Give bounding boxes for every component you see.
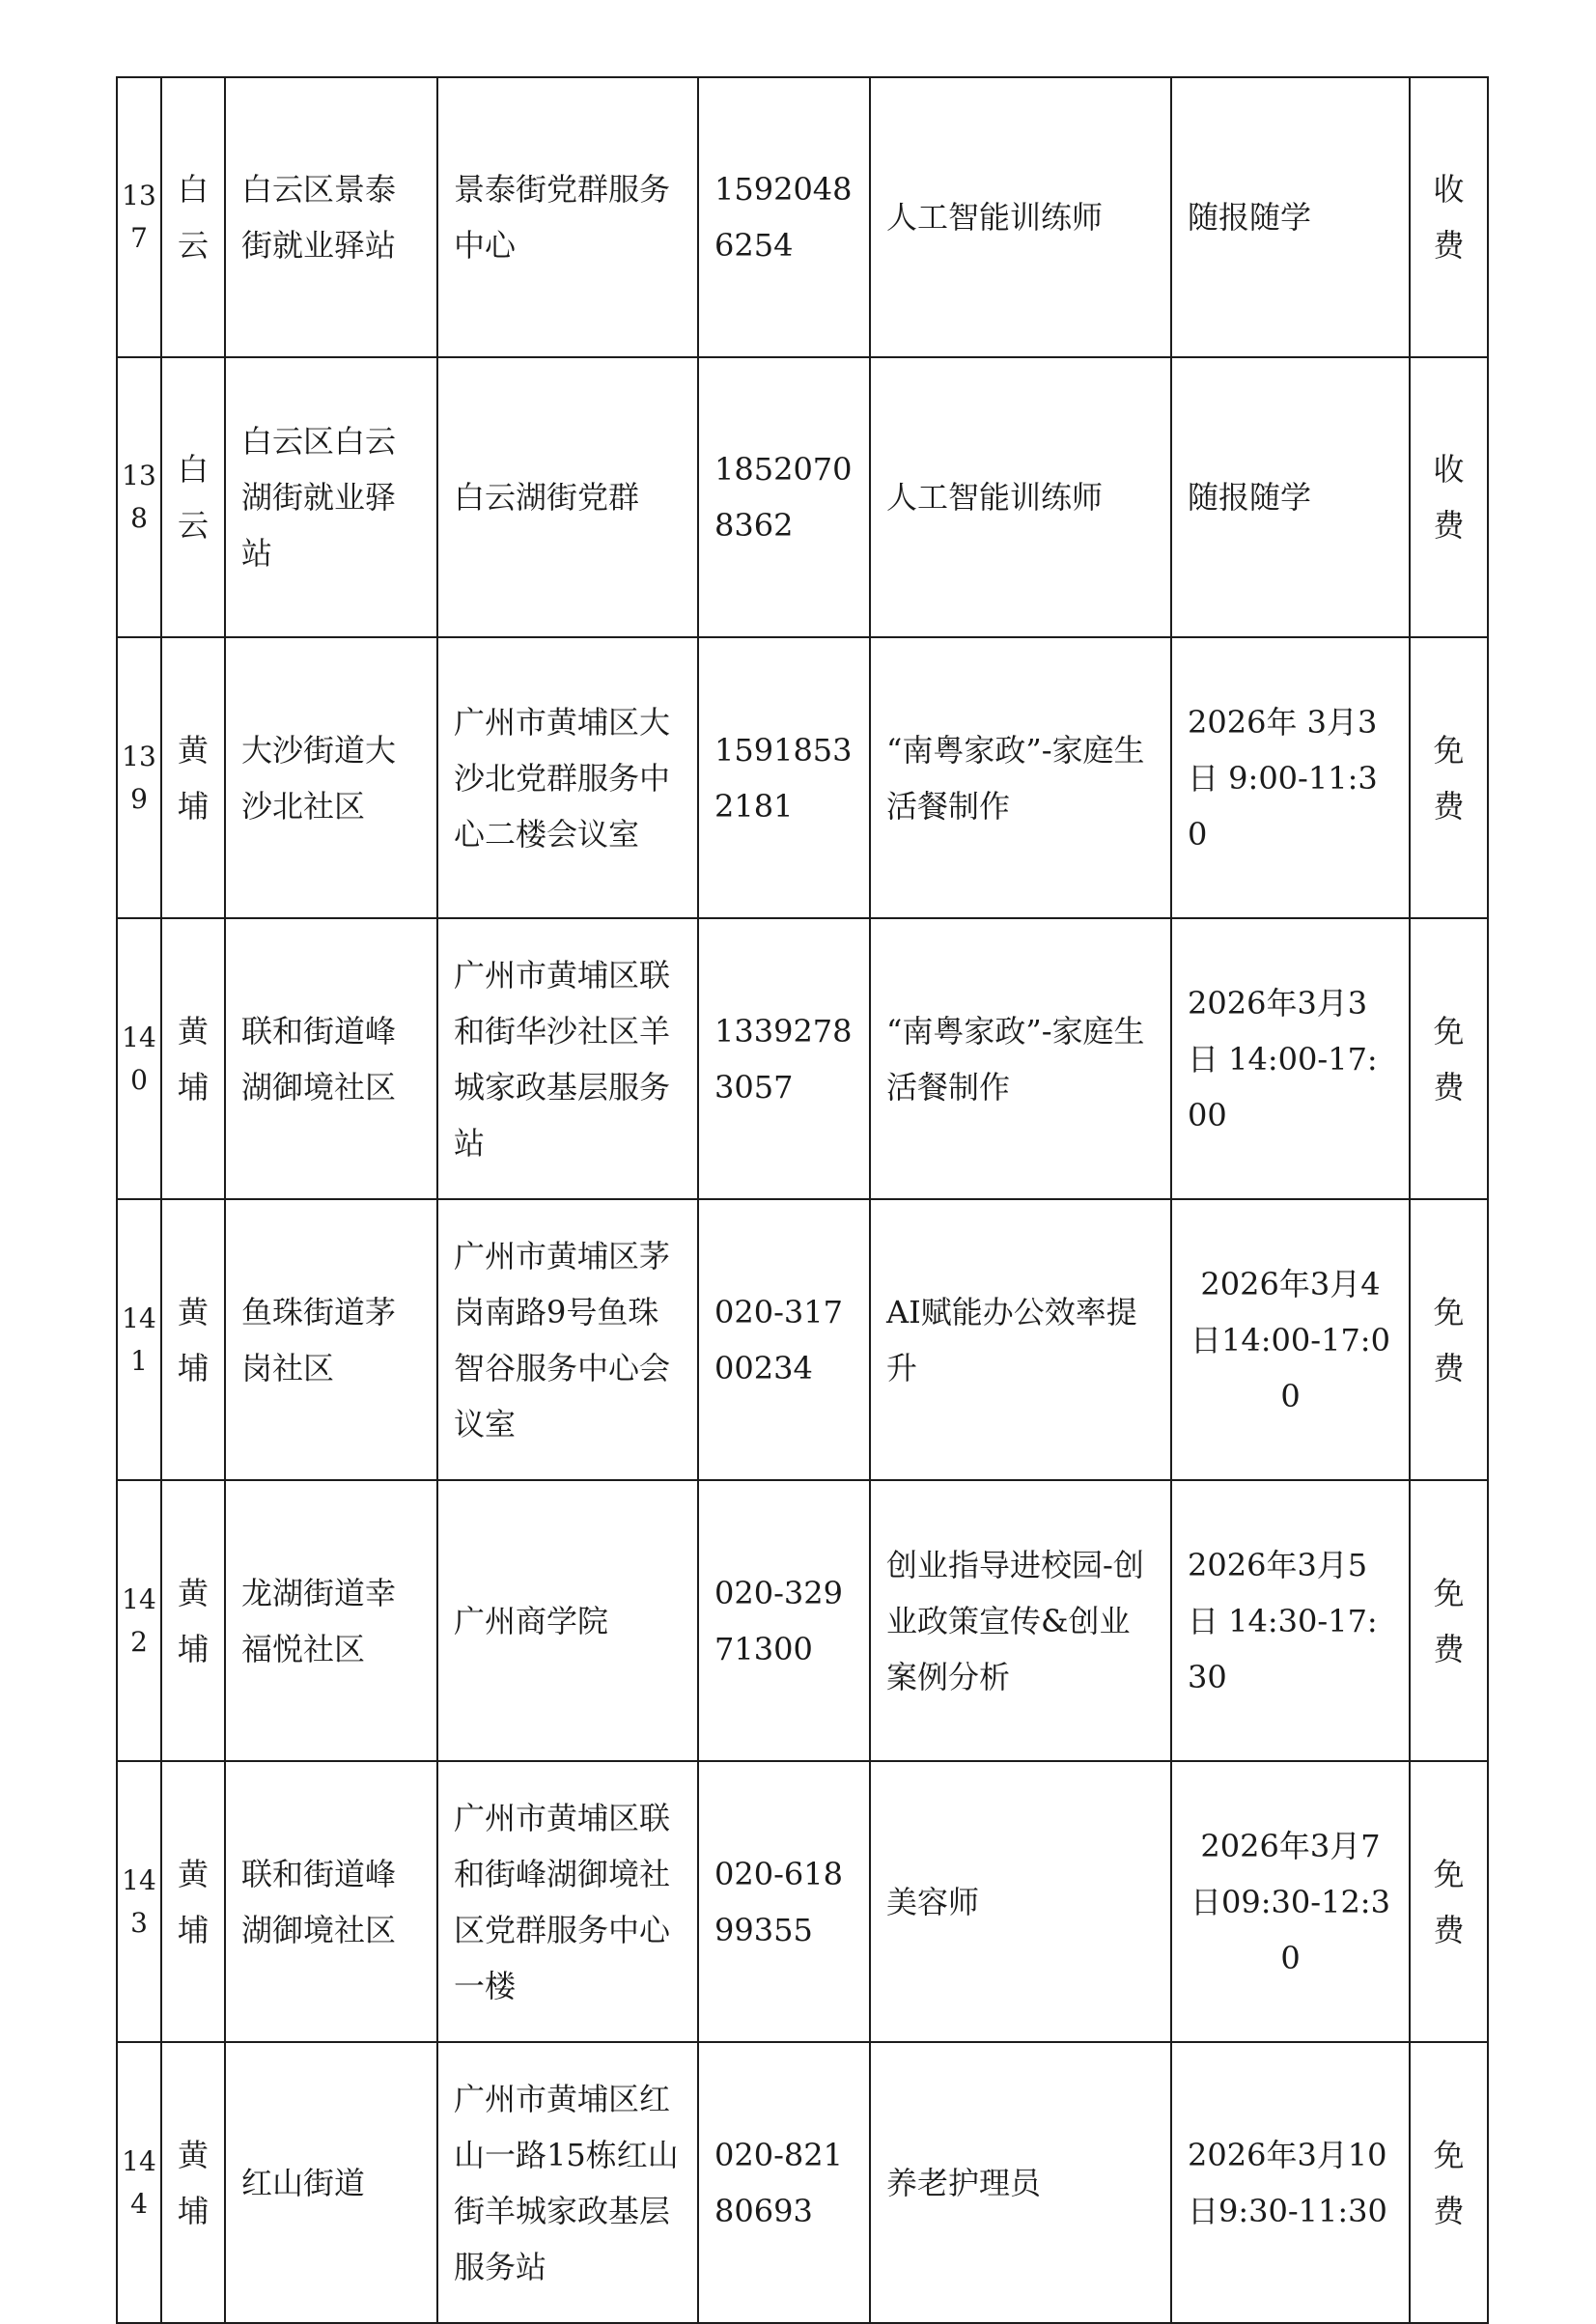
time-cell: 随报随学	[1171, 357, 1410, 637]
row-number: 142	[117, 1480, 161, 1761]
row-number: 141	[117, 1199, 161, 1480]
venue-cell: 白云湖街党群	[437, 357, 698, 637]
phone-cell: 020-31700234	[698, 1199, 870, 1480]
district-cell: 白云	[161, 357, 225, 637]
district-cell: 黄埔	[161, 918, 225, 1199]
organizer-cell: 联和街道峰湖御境社区	[225, 1761, 437, 2042]
fee-cell: 免费	[1410, 1761, 1488, 2042]
organizer-cell: 白云区景泰街就业驿站	[225, 77, 437, 357]
time-cell: 2026年 3月3日 9:00-11:30	[1171, 637, 1410, 918]
course-cell: “南粤家政”-家庭生活餐制作	[870, 918, 1171, 1199]
course-cell: 人工智能训练师	[870, 77, 1171, 357]
fee-cell: 免费	[1410, 918, 1488, 1199]
fee-cell: 收费	[1410, 77, 1488, 357]
table-row	[117, 1761, 1488, 2042]
phone-cell: 020-32971300	[698, 1480, 870, 1761]
row-number: 139	[117, 637, 161, 918]
row-number: 143	[117, 1761, 161, 2042]
table-row	[117, 1199, 1488, 1480]
venue-cell: 广州商学院	[437, 1480, 698, 1761]
district-cell: 黄埔	[161, 637, 225, 918]
row-number: 144	[117, 2042, 161, 2323]
row-number: 138	[117, 357, 161, 637]
venue-cell: 广州市黄埔区红山一路15栋红山街羊城家政基层服务站	[437, 2042, 698, 2323]
venue-cell: 广州市黄埔区联和街峰湖御境社区党群服务中心一楼	[437, 1761, 698, 2042]
time-cell: 2026年3月10日9:30-11:30	[1171, 2042, 1410, 2323]
organizer-cell: 龙湖街道幸福悦社区	[225, 1480, 437, 1761]
venue-cell: 广州市黄埔区茅岗南路9号鱼珠智谷服务中心会议室	[437, 1199, 698, 1480]
course-cell: AI赋能办公效率提升	[870, 1199, 1171, 1480]
row-number: 140	[117, 918, 161, 1199]
fee-cell: 免费	[1410, 1199, 1488, 1480]
fee-cell: 免费	[1410, 1480, 1488, 1761]
time-cell: 2026年3月4日14:00-17:00	[1171, 1199, 1410, 1480]
venue-cell: 广州市黄埔区大沙北党群服务中心二楼会议室	[437, 637, 698, 918]
phone-cell: 18520708362	[698, 357, 870, 637]
row-number: 137	[117, 77, 161, 357]
table-row	[117, 918, 1488, 1199]
venue-cell: 景泰街党群服务中心	[437, 77, 698, 357]
table-row	[117, 2042, 1488, 2323]
phone-cell: 13392783057	[698, 918, 870, 1199]
course-cell: 人工智能训练师	[870, 357, 1171, 637]
district-cell: 黄埔	[161, 2042, 225, 2323]
course-cell: 创业指导进校园-创业政策宣传&创业案例分析	[870, 1480, 1171, 1761]
phone-cell: 15920486254	[698, 77, 870, 357]
time-cell: 2026年3月3日 14:00-17:00	[1171, 918, 1410, 1199]
district-cell: 黄埔	[161, 1480, 225, 1761]
time-cell: 2026年3月5日 14:30-17:30	[1171, 1480, 1410, 1761]
table-row	[117, 1480, 1488, 1761]
organizer-cell: 大沙街道大沙北社区	[225, 637, 437, 918]
organizer-cell: 鱼珠街道茅岗社区	[225, 1199, 437, 1480]
training-schedule-table	[116, 76, 1489, 2324]
time-cell: 随报随学	[1171, 77, 1410, 357]
district-cell: 黄埔	[161, 1199, 225, 1480]
fee-cell: 收费	[1410, 357, 1488, 637]
organizer-cell: 联和街道峰湖御境社区	[225, 918, 437, 1199]
table-row	[117, 637, 1488, 918]
organizer-cell: 白云区白云湖街就业驿站	[225, 357, 437, 637]
venue-cell: 广州市黄埔区联和街华沙社区羊城家政基层服务站	[437, 918, 698, 1199]
course-cell: 养老护理员	[870, 2042, 1171, 2323]
fee-cell: 免费	[1410, 2042, 1488, 2323]
phone-cell: 020-61899355	[698, 1761, 870, 2042]
course-cell: 美容师	[870, 1761, 1171, 2042]
time-cell: 2026年3月7日09:30-12:30	[1171, 1761, 1410, 2042]
table-row	[117, 77, 1488, 357]
table-body	[117, 77, 1488, 2323]
district-cell: 白云	[161, 77, 225, 357]
course-cell: “南粤家政”-家庭生活餐制作	[870, 637, 1171, 918]
district-cell: 黄埔	[161, 1761, 225, 2042]
phone-cell: 15918532181	[698, 637, 870, 918]
table-row	[117, 357, 1488, 637]
phone-cell: 020-82180693	[698, 2042, 870, 2323]
fee-cell: 免费	[1410, 637, 1488, 918]
organizer-cell: 红山街道	[225, 2042, 437, 2323]
